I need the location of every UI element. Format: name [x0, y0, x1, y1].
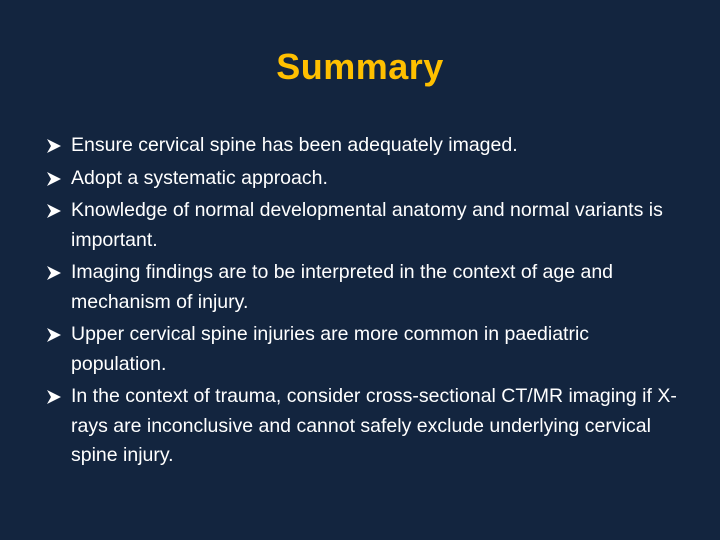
bullet-text: Ensure cervical spine has been adequately imaged. [71, 134, 518, 156]
bullet-item [44, 196, 684, 255]
arrowhead-bullet-icon [44, 382, 64, 412]
arrowhead-bullet-icon [44, 164, 64, 194]
bullet-item [44, 131, 684, 161]
slide-title: Summary [276, 46, 444, 87]
bullet-item [44, 164, 684, 194]
bullet-list [44, 131, 684, 474]
arrowhead-bullet-icon [44, 320, 64, 350]
bullet-text: Knowledge of normal developmental anatomy and normal variants is important. [71, 199, 663, 251]
bullet-item [44, 320, 684, 379]
bullet-text: Adopt a systematic approach. [71, 166, 328, 189]
bullet-text: Imaging findings are to be interpreted in the context of age and mechanism of injury. [71, 261, 614, 313]
arrowhead-bullet-icon [44, 258, 64, 288]
bullet-text: Upper cervical spine injuries are more common in paediatric population. [71, 323, 590, 375]
bullet-text: In the context of trauma, consider cross-sectional CT/MR imaging if X-rays are inconclusive and cannot safely exclude underlying cervical spine injury. [71, 385, 677, 466]
arrowhead-bullet-icon [44, 131, 64, 161]
bullet-item [44, 258, 684, 317]
arrowhead-bullet-icon [44, 196, 64, 226]
bullet-item [44, 382, 684, 471]
